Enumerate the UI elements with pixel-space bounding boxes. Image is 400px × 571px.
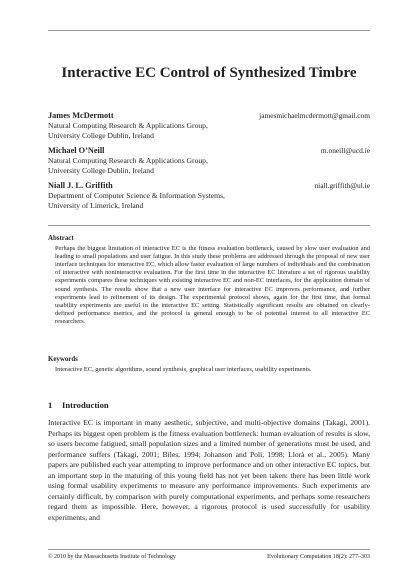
author-entry <box>48 146 370 176</box>
abstract-section <box>48 235 370 326</box>
keywords-text: Interactive EC, genetic algorithms, sound synthesis, graphical user interfaces, usability experiments. <box>55 366 312 374</box>
author-affiliation: University College Dublin, Ireland <box>48 131 154 140</box>
abstract-text: Perhaps the biggest limitation of interactive EC is the fitness evaluation bottleneck, caused by slow user evaluation and leading to small populations and user fatigue. In this study these problems are addressed through the proposal of new user interface techniques for interactive EC, which allow faster evaluation of large numbers of individuals and the combination of interactive with noninteractive evaluation. For the first time in the interactive EC literature a set of rigorous usability experiments compares these techniques with existing interactive EC and non-EC interfaces, for the application domain of sound synthesis. The results show that a new user interface for interactive EC improves performance, and further experiments lead to refinement of its design. The experimental protocol shows, again for the first time, that formal usability experiments are useful in the interactive EC setting. Statistically significant results are obtained on clearly-defined performance metrics, and the protocol is general enough to be of potential interest to all interactive EC researchers. <box>55 245 370 325</box>
author-entry <box>48 111 370 141</box>
author-affiliation: University of Limerick, Ireland <box>48 201 144 210</box>
top-rule <box>48 30 370 31</box>
paper-title: Interactive EC Control of Synthesized Timbre <box>61 65 357 81</box>
author-name: James McDermott <box>48 111 114 120</box>
section-heading <box>48 400 370 410</box>
author-email: jamesmichaelmcdermott@gmail.com <box>259 111 370 120</box>
page-footer <box>48 554 370 560</box>
introduction-section <box>48 400 370 523</box>
section-title: Introduction <box>62 400 109 410</box>
section-number: 1 <box>48 400 53 410</box>
introduction-text: Interactive EC is important in many aesthetic, subjective, and multi-objective domains (Takagi, 2001). Perhaps its biggest open problem is the fitness evaluation bottleneck: human evaluation of results is slow, so users become fatigued, small population sizes and a limited number of generations must be used, and performance suffers (Takagi, 2001; Biles, 1994; Johanson and Poli, 1998; Llorà et al., 2005). Many papers are published each year attempting to improve performance and on other interactive EC topics, but an important step in the maturing of this young field has not yet been taken: there has been little work using formal usability experiments to measure any performance improvements. Such experiments are certainly difficult, by comparison with purely computational experiments, and perhaps some researchers regard them as impossible. Here, however, a rigorous protocol is used successfully for usability experiments, and <box>48 418 370 522</box>
author-entry <box>48 181 370 211</box>
footer-rule <box>48 549 370 550</box>
author-name: Michael O’Neill <box>48 146 105 155</box>
author-email: niall.griffith@ul.ie <box>314 181 370 190</box>
author-affiliation: University College Dublin, Ireland <box>48 166 154 175</box>
keywords-section <box>48 356 370 374</box>
author-affiliation: Natural Computing Research & Applications Group, <box>48 156 208 165</box>
author-email: m.oneill@ucd.ie <box>320 146 370 155</box>
abstract-label: Abstract <box>48 235 74 242</box>
copyright-notice: © 2010 by the Massachusetts Institute of Technology <box>48 554 176 560</box>
journal-citation: Evolutionary Computation 18(2): 277–303 <box>267 554 370 560</box>
abstract-rule <box>48 225 370 226</box>
author-affiliation: Department of Computer Science & Information Systems, <box>48 191 225 200</box>
author-name: Niall J. L. Griffith <box>48 181 113 190</box>
author-block <box>48 111 370 216</box>
author-affiliation: Natural Computing Research & Applications Group, <box>48 121 208 130</box>
keywords-label: Keywords <box>48 356 78 363</box>
